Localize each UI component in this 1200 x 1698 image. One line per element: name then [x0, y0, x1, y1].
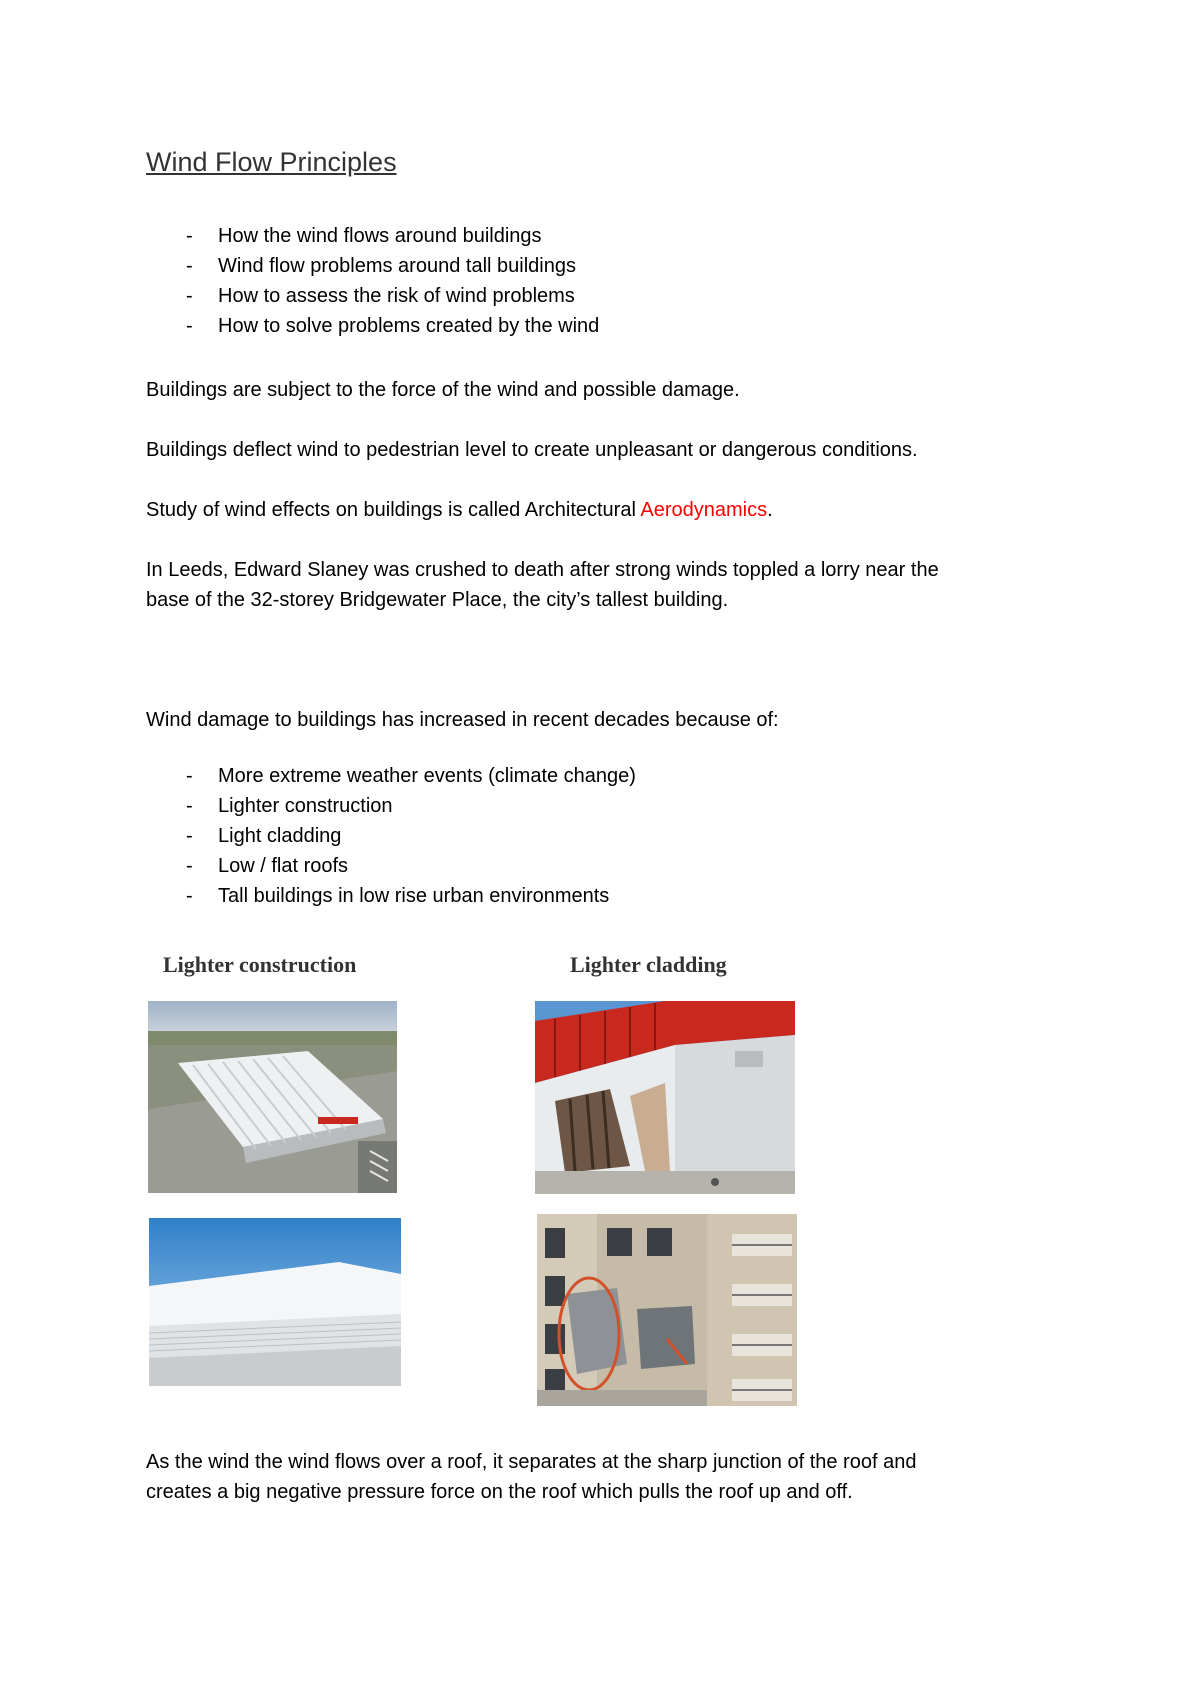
highlight-term: Aerodynamics [640, 499, 768, 521]
photo-warehouse [149, 1218, 401, 1386]
list-marker: - [186, 315, 193, 337]
list-marker: - [186, 795, 193, 817]
caption-lighter-construction: Lighter construction [163, 952, 357, 977]
list-marker: - [186, 225, 193, 247]
caption-lighter-cladding: Lighter cladding [570, 952, 727, 977]
photo-cladding-damage [535, 1001, 795, 1194]
paragraph-study: Study of wind effects on buildings is called Architectural Aerodynamics. [146, 499, 773, 521]
paragraph-roof: As the wind the wind flows over a roof, it separates at the sharp junction of the roof and creates a big negative pressure force on the roof which pulls the roof up and off. [146, 1451, 917, 1503]
paragraph-force: Buildings are subject to the force of the wind and possible damage. [146, 379, 740, 401]
page-title: Wind Flow Principles [146, 147, 397, 177]
photo-balcony-damage [537, 1214, 797, 1406]
list-marker: - [186, 285, 193, 307]
list-marker: - [186, 825, 193, 847]
list-marker: - [186, 855, 193, 877]
photo-stadium-roof [148, 1001, 397, 1193]
paragraph-leeds: In Leeds, Edward Slaney was crushed to death after strong winds toppled a lorry near the base of the 32-storey Bridgewater Place, the city’s tallest building. [146, 559, 939, 611]
list-marker: - [186, 885, 193, 907]
document-page: Wind Flow Principles - How the wind flows around buildings - Wind flow problems around tall buildings - How to assess the risk of wind problems - How to solve problems created by the wind Buildings are subject to the force of the wind and possible damage. Buildings deflect wind to pedestrian level to create unpleasant or dangerous conditions. Study of wind effects on buildings is called Architectural Aerodynamics. In Leeds, Edward Slaney was crushed to death after strong winds toppled a lorry near the base of the 32-storey Bridgewater Place, the city’s tallest building. Wind damage to buildings has increased in recent decades because of: - More extreme weather events (climate change) - Lighter construction - Light cladding - Low / flat roofs - Tall buildings in low rise urban environments Lighter construction Lighter cladding As the wind the wind flows over a roof, it separates at the sharp junction of the roof and creates a big negative pressure force on the roof which pulls the roof up and off. [0, 0, 1200, 1698]
paragraph-deflect: Buildings deflect wind to pedestrian level to create unpleasant or dangerous conditions. [146, 439, 918, 461]
paragraph-damage: Wind damage to buildings has increased in recent decades because of: [146, 709, 779, 731]
list-marker: - [186, 255, 193, 277]
list-marker: - [186, 765, 193, 787]
